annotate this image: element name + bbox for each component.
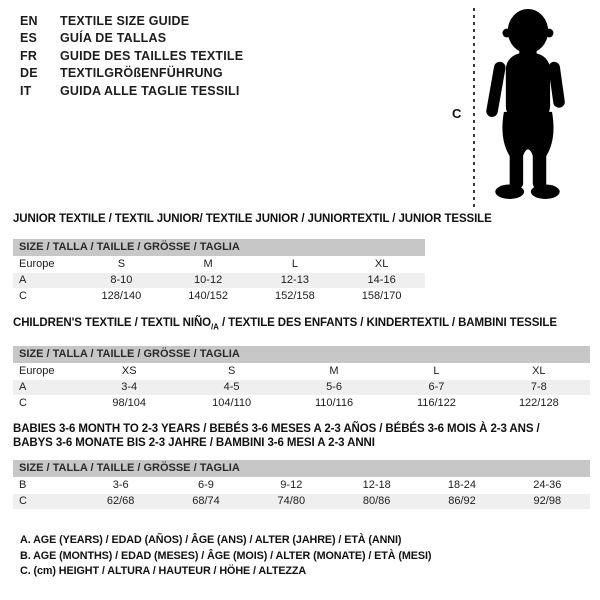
height-measure-label: C <box>452 106 462 121</box>
table-cell: S <box>117 257 126 270</box>
table-cell: 86/92 <box>448 495 476 507</box>
table-cell: 3-4 <box>121 380 138 393</box>
table-cell: 68/74 <box>192 495 220 507</box>
table-cell: 9-12 <box>280 479 303 491</box>
table-cell: XS <box>121 364 137 377</box>
title-part: CHILDREN'S TEXTILE / TEXTIL NIÑO <box>13 317 212 329</box>
table-cell: M <box>329 364 339 377</box>
row-label: C <box>19 289 27 302</box>
lang-row-fr <box>20 47 243 65</box>
childrens-table-title <box>13 317 590 334</box>
lang-title: GUÍA DE TALLAS <box>60 31 167 46</box>
lang-row-de <box>20 65 243 83</box>
lang-row-it <box>20 82 243 100</box>
table-cell: 116/122 <box>416 396 456 409</box>
lang-row-en <box>20 12 243 30</box>
table-cell: XL <box>374 257 389 270</box>
babies-table-title-line2: BABYS 3-6 MONATE BIS 2-3 JAHRE / BAMBINI 3-6 MESI A 2-3 ANNI <box>13 436 375 449</box>
table-cell: 6-7 <box>428 380 445 393</box>
table-row <box>13 364 590 379</box>
row-label: A <box>19 273 27 286</box>
row-label: Europe <box>19 257 55 270</box>
lang-row-es <box>20 30 243 48</box>
table-cell: 74/80 <box>277 495 306 507</box>
table-cell: 6-9 <box>198 479 214 491</box>
table-row <box>13 478 590 493</box>
title-part: / TEXTILE DES ENFANTS / KINDERTEXTIL / BAMBINI TESSILE <box>218 317 557 329</box>
table-cell: 24-36 <box>533 479 562 491</box>
table-cell: 98/104 <box>112 396 147 409</box>
table-cell: 12-13 <box>280 273 309 286</box>
table-cell: 10-12 <box>194 273 223 286</box>
table-cell: 80/86 <box>362 495 391 507</box>
table-cell: 14-16 <box>367 273 396 286</box>
table-cell: M <box>203 257 213 270</box>
table-cell: 152/158 <box>274 289 315 302</box>
table-cell: 128/140 <box>101 289 142 302</box>
title-subscript: /A <box>211 322 219 332</box>
table-cell: 18-24 <box>447 479 477 491</box>
junior-textile-table <box>13 213 492 304</box>
table-cell: L <box>433 364 440 377</box>
row-label: Europe <box>19 364 55 377</box>
table-cell: 8-10 <box>110 273 133 286</box>
babies-table-title-line1: BABIES 3-6 MONTH TO 2-3 YEARS / BEBÉS 3-6 MESES A 2-3 AÑOS / BÉBÉS 3-6 MOIS À 2-3 ANS / <box>13 423 540 435</box>
table-cell: 92/98 <box>533 495 562 507</box>
table-cell: L <box>291 257 298 270</box>
legend <box>20 533 431 580</box>
size-header-bar: SIZE / TALLA / TAILLE / GRÖSSE / TAGLIA <box>13 239 425 256</box>
row-label: C <box>19 495 27 507</box>
legend-line-b: B. AGE (MONTHS) / EDAD (MESES) / ÂGE (MOIS) / ALTER (MONATE) / ETÀ (MESI) <box>20 549 432 562</box>
babies-textile-table <box>13 423 590 509</box>
table-cell: 158/170 <box>361 289 402 302</box>
table-cell: 4-5 <box>223 380 240 393</box>
table-cell: 122/128 <box>518 396 559 409</box>
table-cell: 110/116 <box>314 396 354 409</box>
childrens-textile-table <box>13 317 590 411</box>
legend-line-a: A. AGE (YEARS) / EDAD (AÑOS) / ÂGE (ANS) / ALTER (JAHRE) / ETÀ (ANNI) <box>20 534 402 546</box>
table-row <box>13 396 590 411</box>
table-cell: 12-18 <box>362 479 391 491</box>
row-label: A <box>19 380 27 393</box>
language-list <box>20 12 243 100</box>
height-measure-line <box>473 8 475 208</box>
size-header-bar: SIZE / TALLA / TAILLE / GRÖSSE / TAGLIA <box>13 460 590 477</box>
lang-code: IT <box>20 83 32 98</box>
lang-title: TEXTILE SIZE GUIDE <box>60 13 190 28</box>
lang-code: DE <box>20 66 38 81</box>
row-label: B <box>19 479 27 491</box>
table-row <box>13 257 425 272</box>
lang-title: GUIDA ALLE TAGLIE TESSILI <box>60 83 240 98</box>
table-cell: S <box>227 364 236 377</box>
lang-code: ES <box>20 31 38 46</box>
table-cell: 3-6 <box>112 479 129 491</box>
table-row <box>13 289 425 304</box>
table-row <box>13 273 425 288</box>
legend-line-c: C. (cm) HEIGHT / ALTURA / HAUTEUR / HÖHE / ALTEZZA <box>20 565 307 577</box>
size-header-bar: SIZE / TALLA / TAILLE / GRÖSSE / TAGLIA <box>13 346 590 363</box>
table-cell: 7-8 <box>530 380 547 393</box>
table-cell: 104/110 <box>212 396 252 409</box>
table-cell: 140/152 <box>188 289 228 302</box>
lang-title: GUIDE DES TAILLES TEXTILE <box>60 48 244 63</box>
table-cell: 5-6 <box>326 380 342 393</box>
lang-title: TEXTILGRÖßENFÜHRUNG <box>60 66 223 81</box>
table-row <box>13 494 590 509</box>
table-row <box>13 380 590 395</box>
table-cell: XL <box>532 364 546 377</box>
baby-silhouette-icon <box>477 8 577 210</box>
lang-code: EN <box>20 13 38 28</box>
junior-table-title: JUNIOR TEXTILE / TEXTIL JUNIOR/ TEXTILE JUNIOR / JUNIORTEXTIL / JUNIOR TESSILE <box>13 213 492 225</box>
row-label: C <box>19 396 27 409</box>
table-cell: 62/68 <box>106 495 135 507</box>
lang-code: FR <box>20 48 38 63</box>
